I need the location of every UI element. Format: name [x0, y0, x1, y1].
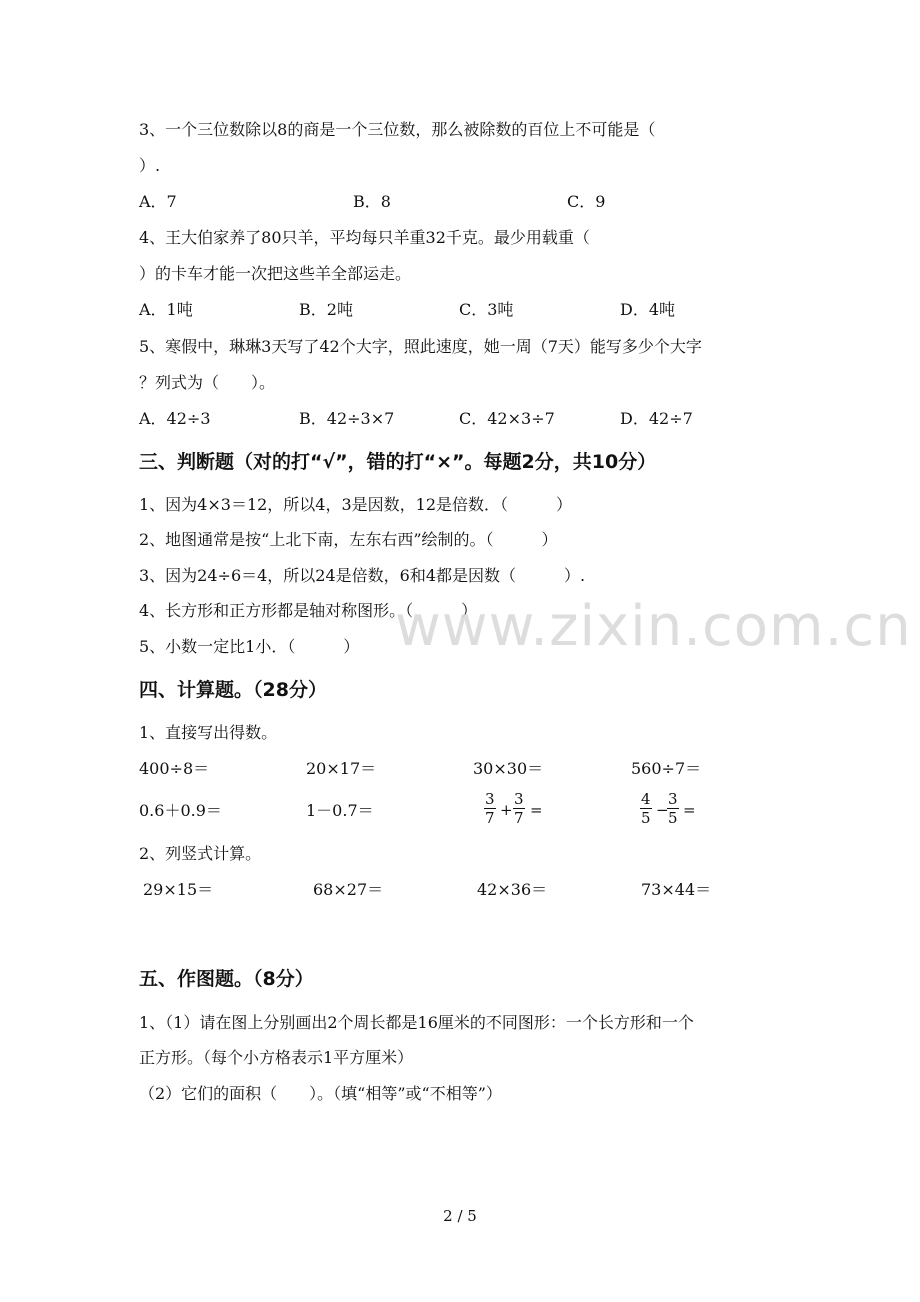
calc-row2-item-1: 0.6＋0.9＝ [139, 801, 222, 820]
q3-text-line1: 3、一个三位数除以8的商是一个三位数，那么被除数的百位上不可能是（ [139, 120, 656, 139]
q4-text-line1: 4、王大伯家养了80只羊，平均每只羊重32千克。最少用载重（ [139, 228, 590, 247]
fraction-3-5: $\frac{3}{5}$ [668, 790, 678, 827]
equals-sign: = [683, 801, 696, 819]
section4-title: 四、计算题。（28分） [139, 679, 327, 701]
q3-option-c: C．9 [567, 192, 606, 211]
judge-item-2: 2、地图通常是按“上北下南，左东右西”绘制的。（ ） [139, 530, 558, 549]
section3-title: 三、判断题（对的打“√”，错的打“×”。每题2分，共10分） [139, 451, 657, 473]
judge-item-1: 1、因为4×3＝12，所以4，3是因数，12是倍数．（ ） [139, 495, 573, 514]
plus-sign: + [500, 801, 513, 819]
calc-subtitle-1: 1、直接写出得数。 [139, 723, 278, 742]
q3-option-a: A．7 [139, 192, 177, 211]
calc-row1-item-3: 30×30＝ [473, 759, 544, 778]
vertical-calc-item-1: 29×15＝ [143, 880, 214, 899]
drawing-question-line3: （2）它们的面积（ ）。（填“相等”或“不相等”） [139, 1084, 502, 1103]
calc-row1-item-1: 400÷8＝ [139, 759, 210, 778]
q3-option-b: B．8 [353, 192, 391, 211]
q4-option-a: A．1吨 [139, 300, 193, 319]
judge-item-5: 5、小数一定比1小．（ ） [139, 637, 360, 656]
calc-subtitle-2: 2、列竖式计算。 [139, 844, 262, 863]
calc-row2-item-2: 1－0.7＝ [306, 801, 374, 820]
q4-option-b: B．2吨 [299, 300, 353, 319]
calc-row1-item-2: 20×17＝ [306, 759, 377, 778]
q5-text-line2: ？列式为（ ）。 [139, 373, 276, 392]
section5-title: 五、作图题。（8分） [139, 968, 314, 990]
q4-option-d: D．4吨 [620, 300, 676, 319]
q3-text-line2: ）. [139, 156, 161, 175]
q5-option-c: C．42×3÷7 [459, 409, 555, 428]
q5-text-line1: 5、寒假中，琳琳3天写了42个大字，照此速度，她一周（7天）能写多少个大字 [139, 337, 702, 356]
minus-sign: − [656, 801, 669, 819]
q4-text-line2: ）的卡车才能一次把这些羊全部运走。 [139, 264, 412, 283]
equals-sign: = [530, 801, 543, 819]
vertical-calc-item-2: 68×27＝ [313, 880, 384, 899]
judge-item-3: 3、因为24÷6＝4，所以24是倍数，6和4都是因数（ ）. [139, 566, 586, 585]
vertical-calc-item-4: 73×44＝ [641, 880, 712, 899]
q5-option-a: A．42÷3 [139, 409, 211, 428]
fraction-4-5: $\frac{4}{5}$ [641, 790, 651, 827]
calc-row1-item-4: 560÷7＝ [631, 759, 702, 778]
q5-option-b: B．42÷3×7 [299, 409, 395, 428]
page-number: 2 / 5 [443, 1207, 477, 1225]
fraction-3-7-a: $\frac{3}{7}$ [485, 790, 495, 827]
vertical-calc-item-3: 42×36＝ [477, 880, 548, 899]
q5-option-d: D．42÷7 [620, 409, 693, 428]
q4-option-c: C．3吨 [459, 300, 514, 319]
judge-item-4: 4、长方形和正方形都是轴对称图形。（ ） [139, 601, 478, 620]
watermark: www.zixin.com.cn [395, 594, 912, 659]
drawing-question-line2: 正方形。（每个小方格表示1平方厘米） [139, 1048, 414, 1067]
drawing-question-line1: 1、（1）请在图上分别画出2个周长都是16厘米的不同图形：一个长方形和一个 [139, 1013, 694, 1032]
fraction-3-7-b: $\frac{3}{7}$ [514, 790, 524, 827]
